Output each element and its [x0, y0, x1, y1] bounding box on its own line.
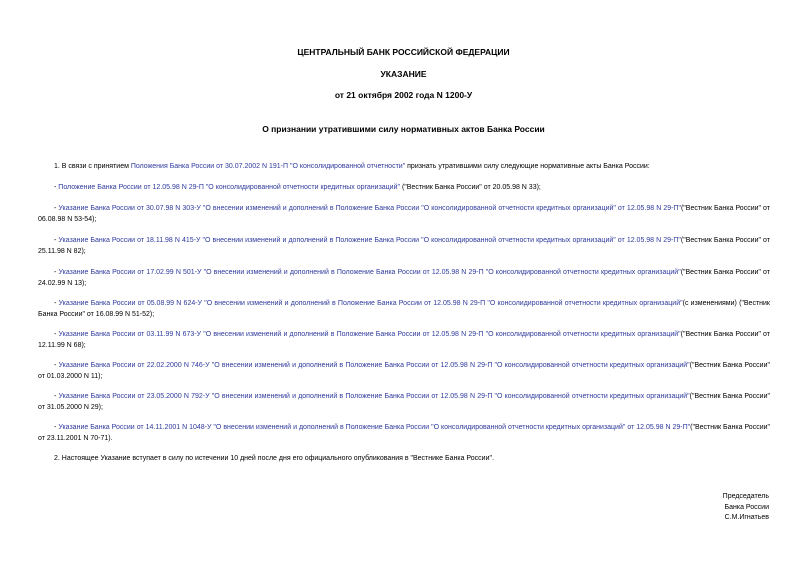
link-directive-1048-u[interactable]: Указание Банка России от 14.11.2001 N 1048-У "О внесении изменений и дополнений в Положение Банка России "О консолидированной отчетности кредитных организаций" от 12.05.98 N 29-П" — [58, 424, 691, 431]
document-date-number: от 21 октября 2002 года N 1200-У — [334, 90, 473, 100]
list-item-29-p: - Положение Банка России от 12.05.98 N 29-П "О консолидированной отчетности кредитных организаций" ("Вестник Банка России" от 20.05.98 N 33); — [54, 184, 541, 191]
list-item-792-u: - Указание Банка России от 23.05.2000 N 792-У "О внесении изменений и дополнений в Положение Банка России от 12.05.98 N 29-П "О консолидированной отчетности кредитных организаций"("Вестник Банка России" от 31.05.2000 N 29); — [38, 393, 770, 411]
link-directive-624-u[interactable]: Указание Банка России от 05.08.99 N 624-У "О внесении изменений и дополнений в Положение Банка России от 12.05.98 N 29-П "О консолидированной отчетности кредитных организаций" — [58, 300, 683, 307]
link-directive-303-u[interactable]: Указание Банка России от 30.07.98 N 303-У "О внесении изменений и дополнений в Положение Банка России "О консолидированной отчетности кредитных организаций" от 12.05.98 N 29-П" — [58, 205, 681, 212]
list-item-746-u: - Указание Банка России от 22.02.2000 N 746-У "О внесении изменений и дополнений в Положение Банка России от 12.05.98 N 29-П "О консолидированной отчетности кредитных организаций"("Вестник Банка России" от 01.03.2000 N 11); — [38, 362, 770, 380]
signature-organization: Банка России — [724, 503, 769, 511]
signature-position: Председатель — [722, 493, 769, 500]
link-directive-415-u[interactable]: Указание Банка России от 18.11.98 N 415-У "О внесении изменений и дополнений в Положение Банка России "О консолидированной отчетности кредитных организаций" от 12.05.98 N 29-П" — [58, 237, 681, 244]
list-item-624-u: - Указание Банка России от 05.08.99 N 624-У "О внесении изменений и дополнений в Положение Банка России от 12.05.98 N 29-П "О консолидированной отчетности кредитных организаций"(с изменениями) ("Вестник Банка России" от 16.08.99 N 51-52); — [38, 300, 770, 318]
link-regulation-29-p[interactable]: Положение Банка России от 12.05.98 N 29-П "О консолидированной отчетности кредитных организаций" — [58, 184, 400, 191]
list-item-415-u: - Указание Банка России от 18.11.98 N 415-У "О внесении изменений и дополнений в Положение Банка России "О консолидированной отчетности кредитных организаций" от 12.05.98 N 29-П"("Вестник Банка России" от 25.11.98 N 82); — [38, 237, 770, 255]
link-directive-792-u[interactable]: Указание Банка России от 23.05.2000 N 792-У "О внесении изменений и дополнений в Положение Банка России от 12.05.98 N 29-П "О консолидированной отчетности кредитных организаций" — [58, 393, 690, 400]
document-type: УКАЗАНИЕ — [380, 69, 427, 79]
list-item-501-u: - Указание Банка России от 17.02.99 N 501-У "О внесении изменений и дополнений в Положение Банка России от 12.05.98 N 29-П "О консолидированной отчетности кредитных организаций"("Вестник Банка России" от 24.02.99 N 13); — [38, 269, 770, 287]
list-item-1048-u: - Указание Банка России от 14.11.2001 N 1048-У "О внесении изменений и дополнений в Положение Банка России "О консолидированной отчетности кредитных организаций" от 12.05.98 N 29-П"("Вестник Банка России" от 23.11.2001 N 70-71). — [38, 424, 771, 442]
link-directive-501-u[interactable]: Указание Банка России от 17.02.99 N 501-У "О внесении изменений и дополнений в Положение Банка России от 12.05.98 N 29-П "О консолидированной отчетности кредитных организаций" — [58, 269, 681, 276]
paragraph-2: 2. Настоящее Указание вступает в силу по истечении 10 дней после дня его официального опубликования в "Вестнике Банка России". — [54, 455, 494, 462]
signature-name: С.М.Игнатьев — [724, 514, 769, 521]
list-item-673-u: - Указание Банка России от 03.11.99 N 673-У "О внесении изменений и дополнений в Положение Банка России от 12.05.98 N 29-П "О консолидированной отчетности кредитных организаций"("Вестник Банка России" от 12.11.99 N 68); — [38, 331, 770, 349]
link-directive-673-u[interactable]: Указание Банка России от 03.11.99 N 673-У "О внесении изменений и дополнений в Положение Банка России от 12.05.98 N 29-П "О консолидированной отчетности кредитных организаций" — [58, 331, 681, 338]
paragraph-1: 1. В связи с принятием Положения Банка России от 30.07.2002 N 191-П "О консолидированной отчетности" признать утратившими силу следующие нормативные акты Банка России: — [54, 163, 650, 170]
document-subject: О признании утратившими силу нормативных актов Банка России — [262, 124, 545, 134]
link-regulation-191-p[interactable]: Положения Банка России от 30.07.2002 N 191-П "О консолидированной отчетности" — [130, 163, 406, 170]
list-item-303-u: - Указание Банка России от 30.07.98 N 303-У "О внесении изменений и дополнений в Положение Банка России "О консолидированной отчетности кредитных организаций" от 12.05.98 N 29-П"("Вестник Банка России" от 06.08.98 N 53-54); — [38, 205, 771, 223]
issuer-title: ЦЕНТРАЛЬНЫЙ БАНК РОССИЙСКОЙ ФЕДЕРАЦИИ — [297, 47, 510, 57]
signature-block — [569, 492, 769, 524]
link-directive-746-u[interactable]: Указание Банка России от 22.02.2000 N 746-У "О внесении изменений и дополнений в Положение Банка России от 12.05.98 N 29-П "О консолидированной отчетности кредитных организаций" — [58, 362, 690, 369]
